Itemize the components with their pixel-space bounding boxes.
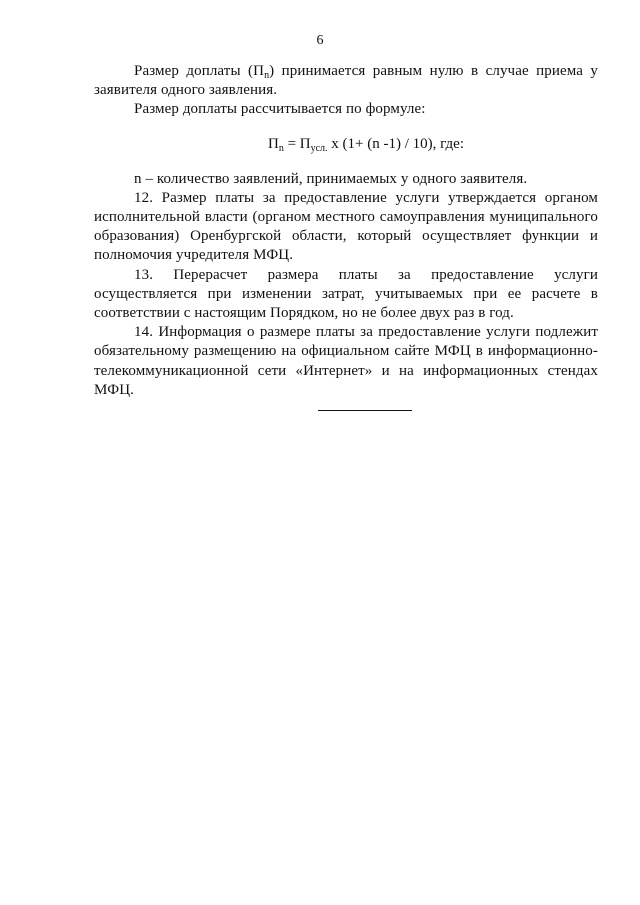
paragraph-12: 12. Размер платы за предоставление услуги утверждается органом исполнительной власти (органом местного самоуправления муниципального образования) Оренбургской области, который осуществляет функции и полномочия учредителя МФЦ. (94, 189, 598, 264)
end-divider-line (318, 410, 412, 411)
formula-rhs-subscript: усл. (310, 142, 328, 154)
paragraph-surcharge-zero: Размер доплаты $(П_n)$ принимается равным нулю в случае приема у заявителя одного заявления. (94, 63, 598, 99)
formula-lhs-subscript: n (278, 142, 284, 154)
paragraph-13: 13. Перерасчет размера платы за предоставление услуги осуществляется при изменении затрат, учитываемых при ее расчете в соответствии с настоящим Порядком, но не более двух раз в год. (94, 266, 598, 322)
paragraph-n-definition: n – количество заявлений, принимаемых у одного заявителя. (134, 170, 528, 187)
formula-lhs: П (267, 135, 279, 152)
formula-equals: = П (283, 135, 311, 152)
page-number: 6 (316, 33, 324, 48)
formula (94, 134, 598, 154)
paragraph-14: 14. Информация о размере платы за предоставление услуги подлежит обязательному размещению на официальном сайте МФЦ в информационно-телекоммуникационной сети «Интернет» и на информационных стендах МФЦ. (94, 324, 598, 398)
paragraph-formula-intro: Размер доплаты рассчитывается по формуле: (134, 101, 426, 118)
document-body (94, 62, 598, 400)
formula-rest: х (1+ (n -1) / 10), где: (327, 135, 465, 152)
